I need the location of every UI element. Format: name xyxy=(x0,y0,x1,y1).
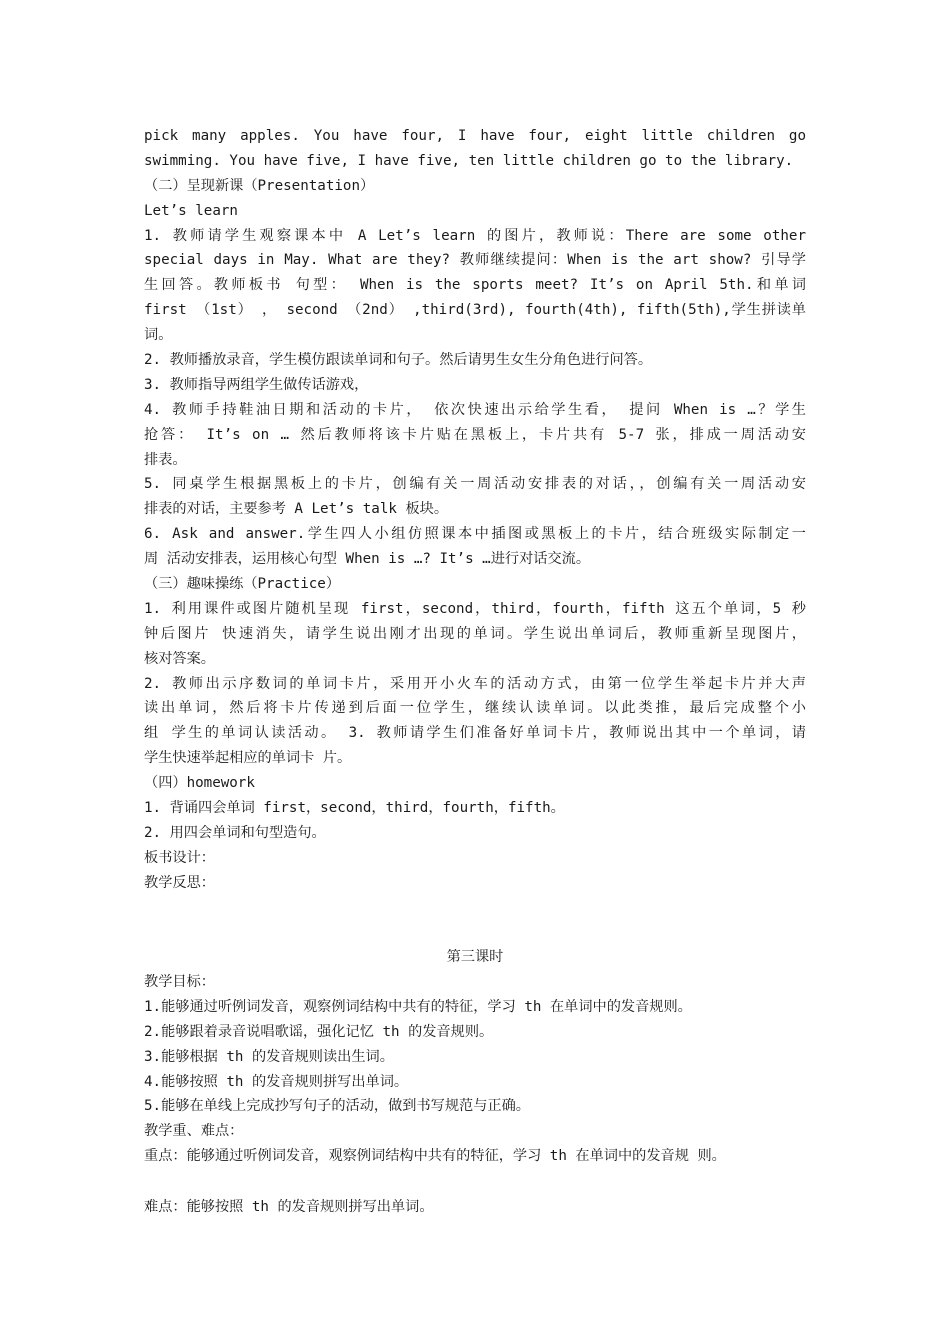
text-line: 抢答： It’s on … 然后教师将该卡片贴在黑板上，卡片共有 5-7 张，排成一周活动安 xyxy=(144,426,806,443)
text-line: 1. 利用课件或图片随机呈现 first，second，third，fourth，fifth 这五个单词，5 秒 xyxy=(144,600,806,617)
text-line: 学生快速举起相应的单词卡 片。 xyxy=(144,750,352,767)
text-line: 排表的对话，主要参考 A Let’s talk 板块。 xyxy=(144,501,449,518)
text-line: 词。 xyxy=(144,327,173,344)
text-line: （二）呈现新课（Presentation） xyxy=(144,177,375,194)
text-line: 4. 教师手持鞋油日期和活动的卡片， 依次快速出示给学生看， 提问 When is …？学生 xyxy=(144,401,806,418)
text-line: 2. 教师播放录音，学生模仿跟读单词和句子。然后请男生女生分角色进行问答。 xyxy=(144,352,653,369)
text-line: 教学目标： xyxy=(144,974,215,990)
text-line: 3. 教师指导两组学生做传话游戏， xyxy=(144,376,369,393)
text-line: 周 活动安排表，运用核心句型 When is …? It’s …进行对话交流。 xyxy=(144,551,591,568)
text-line: special days in May. What are they? 教师继续提问：When is the art show? 引导学 xyxy=(144,252,806,269)
text-line: 组 学生的单词认读活动。 3. 教师请学生们准备好单词卡片，教师说出其中一个单词，请 xyxy=(144,725,806,742)
text-line: 5.能够在单线上完成抄写句子的活动，做到书写规范与正确。 xyxy=(144,1098,530,1115)
text-line: first （1st） ， second （2nd） ,third(3rd), fourth(4th), fifth(5th),学生拼读单 xyxy=(144,302,806,319)
text-line: 钟后图片 快速消失，请学生说出刚才出现的单词。学生说出单词后，教师重新呈现图片， xyxy=(144,625,806,642)
text-line: 1.能够通过听例词发音，观察例词结构中共有的特征，学习 th 在单词中的发音规则。 xyxy=(144,998,692,1015)
text-line: 教学反思： xyxy=(144,874,215,891)
text-line: 3.能够根据 th 的发音规则读出生词。 xyxy=(144,1048,394,1065)
text-line: 教学重、难点： xyxy=(144,1123,244,1140)
text-line: 2.能够跟着录音说唱歌谣，强化记忆 th 的发音规则。 xyxy=(144,1023,494,1040)
text-line: pick many apples. You have four, I have four, eight little children go xyxy=(144,128,806,144)
difficulty-line: 难点：能够按照 th 的发音规则拼写出单词。 xyxy=(144,1199,434,1215)
text-line: 重点：能够通过听例词发音，观察例词结构中共有的特征，学习 th 在单词中的发音规 则。 xyxy=(144,1148,726,1165)
text-line: 2. 教师出示序数词的单词卡片，采用开小火车的活动方式，由第一位学生举起卡片并大声 xyxy=(144,675,806,692)
text-line: 6. Ask and answer.学生四人小组仿照课本中插图或黑板上的卡片，结合班级实际制定一 xyxy=(144,526,806,543)
text-line: 读出单词，然后将卡片传递到后面一位学生，继续认读单词。以此类推，最后完成整个小 xyxy=(144,700,806,717)
text-line: 5. 同桌学生根据黑板上的卡片，创编有关一周活动安排表的对话，，创编有关一周活动安 xyxy=(144,476,806,493)
text-line: （四）homework xyxy=(144,775,255,792)
text-line: 排表。 xyxy=(144,451,187,468)
text-line: 4.能够按照 th 的发音规则拼写出单词。 xyxy=(144,1073,409,1090)
lesson-title: 第三课时 xyxy=(446,949,504,965)
text-line: Let’s learn xyxy=(144,202,238,219)
text-line: 1. 背诵四会单词 first，second，third，fourth，fifth。 xyxy=(144,800,565,817)
text-line: 1. 教师请学生观察课本中 A Let’s learn 的图片，教师说：There are some other xyxy=(144,227,806,244)
lesson-plan-part-two xyxy=(144,970,806,1169)
lesson-plan-part-one xyxy=(144,124,806,896)
text-line: （三）趣味操练（Practice） xyxy=(144,576,341,593)
text-line: swimming. You have five, I have five, ten little children go to the library. xyxy=(144,152,794,169)
text-line: 核对答案。 xyxy=(144,650,215,667)
text-line: 生回答。教师板书 句型： When is the sports meet? It’s on April 5th.和单词 xyxy=(144,277,806,294)
text-line: 板书设计： xyxy=(144,849,215,866)
text-line: 2. 用四会单词和句型造句。 xyxy=(144,824,326,841)
